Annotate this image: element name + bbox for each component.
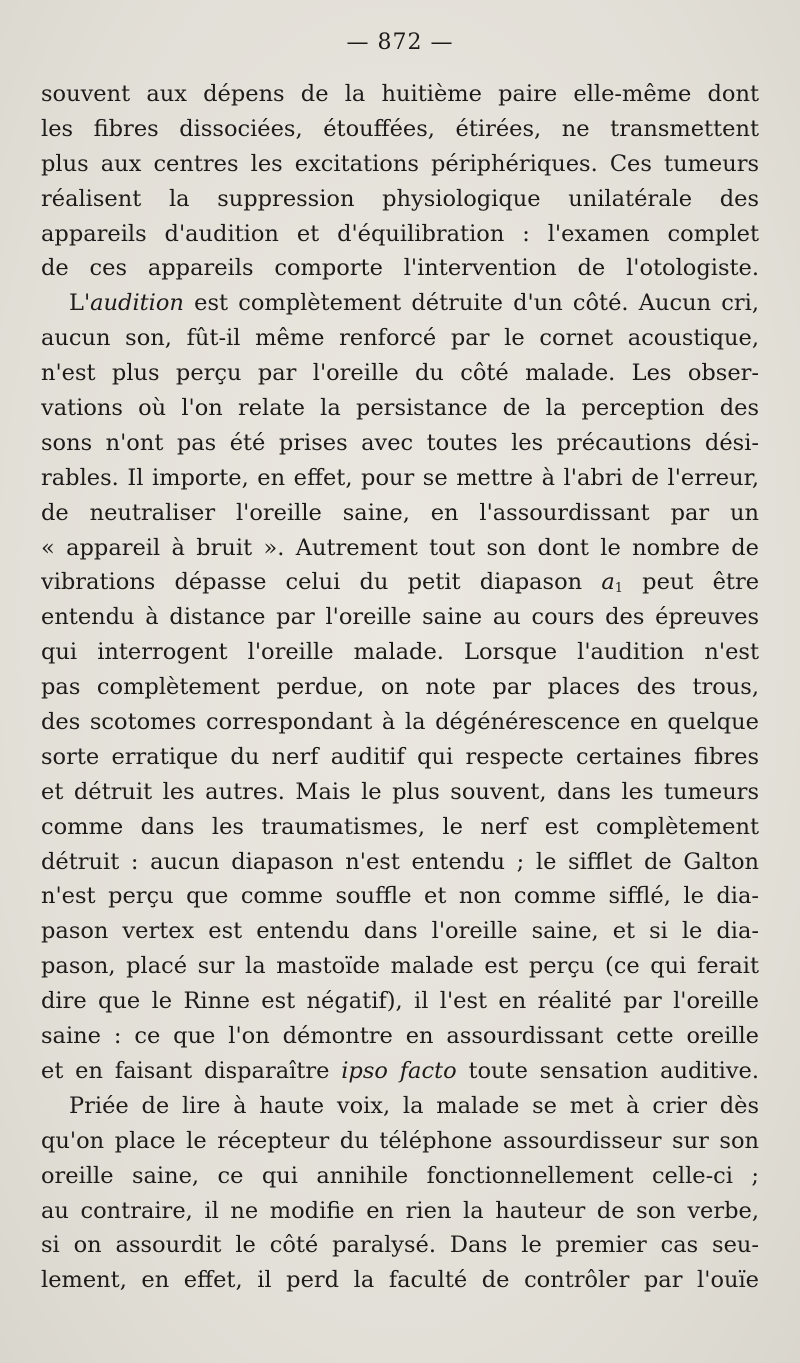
text-line	[41, 77, 759, 112]
text-line	[41, 321, 759, 356]
text-line	[41, 1228, 759, 1263]
text-text: Priée de lire à haute voix, la malade se met à crier dès	[69, 1092, 759, 1119]
text-text: rables. Il importe, en effet, pour se mettre à l'abri de l'erreur,	[41, 464, 759, 491]
text-line	[41, 810, 759, 845]
text-text: vations où l'on relate la persistance de la perception des	[41, 395, 759, 422]
text-line	[41, 600, 759, 635]
text-text: pason, placé sur la mastoïde malade est perçu (ce qui ferait	[41, 953, 759, 980]
text-line	[41, 984, 759, 1019]
text-text: aucun son, fût-il même renforcé par le cornet acoustique,	[41, 325, 759, 352]
text-line	[41, 496, 759, 531]
text-line	[41, 775, 759, 810]
text-pre: L'	[69, 290, 91, 317]
text-line	[41, 705, 759, 740]
text-text: au contraire, il ne modifie en rien la hauteur de son verbe,	[41, 1197, 759, 1224]
body-text	[41, 77, 759, 1298]
text-line	[41, 112, 759, 147]
text-text: entendu à distance par l'oreille saine au cours des épreuves	[41, 604, 759, 631]
text-line	[41, 531, 759, 566]
text-sub: 1	[614, 581, 624, 597]
text-text: saine : ce que l'on démontre en assourdissant cette oreille	[41, 1023, 759, 1050]
text-line	[41, 635, 759, 670]
text-line	[41, 286, 759, 321]
text-post: toute sensation auditive.	[456, 1057, 759, 1084]
text-text: lement, en effet, il perd la faculté de contrôler par l'ouïe	[41, 1267, 759, 1294]
text-text: dire que le Rinne est négatif), il l'est en réalité par l'oreille	[41, 988, 759, 1015]
text-line	[41, 426, 759, 461]
text-text: oreille saine, ce qui annihile fonctionnellement celle-ci ;	[41, 1162, 759, 1189]
text-line	[41, 217, 759, 252]
text-line	[41, 879, 759, 914]
text-line	[41, 1194, 759, 1229]
text-line	[41, 461, 759, 496]
text-line	[41, 1089, 759, 1124]
text-text: de neutraliser l'oreille saine, en l'assourdissant par un	[41, 499, 759, 526]
text-text: appareils d'audition et d'équilibration : l'examen complet	[41, 220, 759, 247]
text-text: de ces appareils comporte l'intervention de l'otologiste.	[41, 255, 759, 282]
text-text: sons n'ont pas été prises avec toutes les précautions dési-	[41, 429, 759, 456]
text-line	[41, 1124, 759, 1159]
text-line	[41, 1019, 759, 1054]
text-line	[41, 845, 759, 880]
text-text: et détruit les autres. Mais le plus souvent, dans les tumeurs	[41, 778, 759, 805]
text-text: détruit : aucun diapason n'est entendu ; le sifflet de Galton	[41, 848, 759, 875]
text-text: n'est plus perçu par l'oreille du côté malade. Les obser-	[41, 360, 759, 387]
text-text: des scotomes correspondant à la dégénérescence en quelque	[41, 709, 759, 736]
text-em: a	[601, 569, 615, 596]
text-em: audition	[90, 290, 184, 317]
text-text: sorte erratique du nerf auditif qui respecte certaines fibres	[41, 743, 759, 770]
text-text: comme dans les traumatismes, le nerf est complètement	[41, 813, 759, 840]
text-line	[41, 1263, 759, 1298]
text-text: pas complètement perdue, on note par places des trous,	[41, 674, 759, 701]
page-number: — 872 —	[346, 30, 454, 55]
text-text: souvent aux dépens de la huitième paire elle-même dont	[41, 81, 759, 107]
text-text: qu'on place le récepteur du téléphone assourdisseur sur son	[41, 1127, 759, 1154]
text-line	[41, 356, 759, 391]
text-line	[41, 565, 759, 600]
text-line	[41, 147, 759, 182]
text-text: plus aux centres les excitations périphériques. Ces tumeurs	[41, 150, 759, 177]
text-line	[41, 251, 759, 286]
text-text: réalisent la suppression physiologique unilatérale des	[41, 185, 759, 212]
text-post: peut être	[623, 569, 759, 596]
text-text: vibrations dépasse celui du petit diapason	[41, 569, 602, 596]
text-text: si on assourdit le côté paralysé. Dans le premier cas seu-	[41, 1232, 759, 1259]
text-text: les fibres dissociées, étouffées, étirées, ne transmettent	[41, 115, 759, 142]
text-line	[41, 949, 759, 984]
text-text: et en faisant disparaître	[41, 1057, 342, 1084]
text-line	[41, 914, 759, 949]
text-line	[41, 740, 759, 775]
text-text: est complètement détruite d'un côté. Aucun cri,	[183, 290, 759, 317]
text-line	[41, 182, 759, 217]
text-text: pason vertex est entendu dans l'oreille saine, et si le dia-	[41, 918, 759, 945]
text-em: ipso facto	[341, 1057, 457, 1084]
text-line	[41, 1054, 759, 1089]
text-line	[41, 670, 759, 705]
text-line	[41, 1159, 759, 1194]
text-text: n'est perçu que comme souffle et non comme sifflé, le dia-	[41, 883, 759, 910]
text-text: « appareil à bruit ». Autrement tout son dont le nombre de	[41, 534, 759, 561]
text-line	[41, 391, 759, 426]
text-text: qui interrogent l'oreille malade. Lorsque l'audition n'est	[41, 639, 759, 666]
